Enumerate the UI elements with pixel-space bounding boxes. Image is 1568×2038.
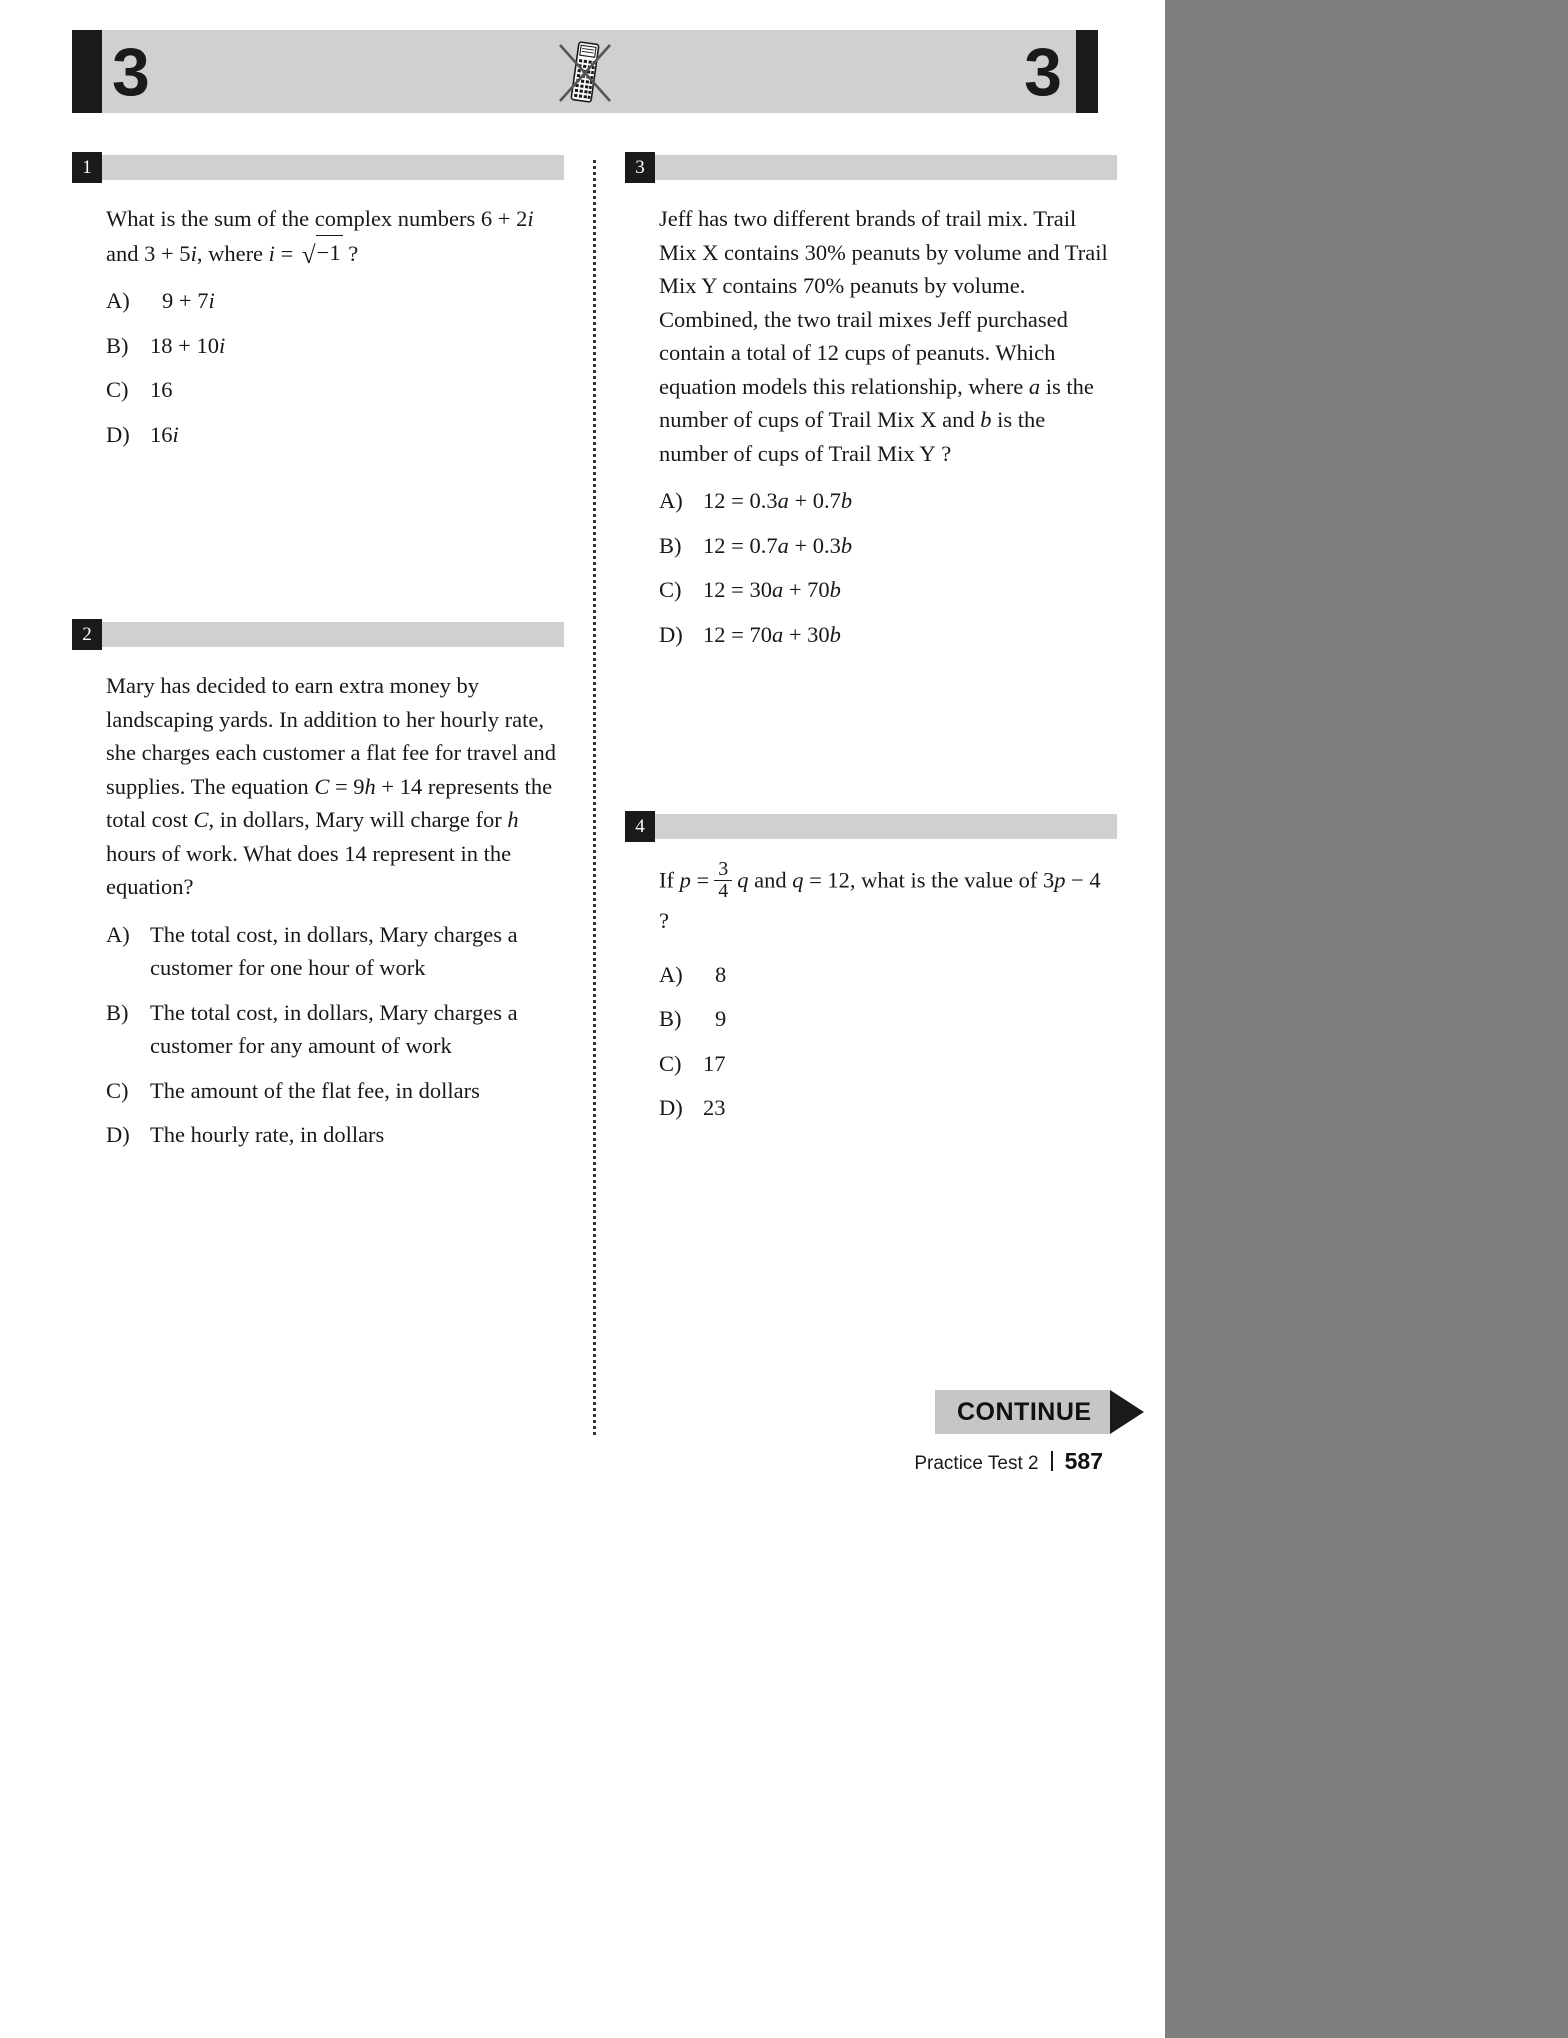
choice-c[interactable] xyxy=(106,373,560,407)
choice-text: 9 xyxy=(715,1006,727,1031)
choice-letter: D) xyxy=(106,421,130,447)
footer-page-number: 587 xyxy=(1064,1448,1103,1474)
choice-b[interactable] xyxy=(106,996,560,1063)
section-header-left-block xyxy=(72,30,102,113)
choice-letter: C) xyxy=(106,377,129,402)
question-1-choices xyxy=(106,284,560,451)
choice-text: The total cost, in dollars, Mary charges a customer for one hour of work xyxy=(150,921,518,980)
question-3-bar xyxy=(625,155,1117,180)
square-root-icon: √−1 xyxy=(299,236,343,271)
question-4-body xyxy=(625,858,1117,1125)
question-2-choices xyxy=(106,918,560,1152)
choice-letter: A) xyxy=(659,961,683,987)
no-calculator-icon xyxy=(548,35,622,109)
choice-d[interactable] xyxy=(659,1091,1113,1125)
choice-text: The total cost, in dollars, Mary charges a customer for any amount of work xyxy=(150,999,518,1058)
footer-divider xyxy=(1051,1451,1053,1471)
section-number-right: 3 xyxy=(1024,33,1062,110)
choice-text: 16 xyxy=(150,377,173,402)
question-1-body xyxy=(72,202,564,451)
choice-text: 8 xyxy=(715,961,727,987)
question-4-stem-before: If p = xyxy=(659,867,710,893)
section-header-right-block xyxy=(1076,30,1098,113)
choice-text: 17 xyxy=(703,1050,726,1076)
left-column xyxy=(72,155,564,1163)
choice-d[interactable] xyxy=(659,618,1113,652)
question-1-stem: What is the sum of the complex numbers 6 + 2i and 3 + 5i, where i = √−1 ? xyxy=(106,206,534,269)
page-margin-strip xyxy=(1165,0,1568,2038)
continue-arrow-icon xyxy=(1110,1390,1144,1434)
choice-text: 12 = 0.7a + 0.3b xyxy=(703,532,853,558)
choice-letter: C) xyxy=(659,1050,682,1076)
column-divider xyxy=(593,160,596,1435)
choice-text: 16i xyxy=(150,421,179,447)
choice-a[interactable] xyxy=(106,284,560,318)
fraction-three-fourths xyxy=(714,859,732,902)
choice-text: 18 + 10i xyxy=(150,332,226,358)
question-3-body xyxy=(625,202,1117,651)
spacer xyxy=(625,662,1117,814)
question-4 xyxy=(625,814,1117,1125)
fraction-denominator: 4 xyxy=(714,880,732,902)
choice-letter: B) xyxy=(106,332,129,358)
choice-letter: D) xyxy=(659,621,683,647)
choice-c[interactable] xyxy=(106,1074,560,1108)
choice-b[interactable] xyxy=(659,1002,1113,1036)
choice-d[interactable] xyxy=(106,1118,560,1152)
question-4-number: 4 xyxy=(625,811,655,842)
choice-text: 12 = 70a + 30b xyxy=(703,621,841,647)
choice-a[interactable] xyxy=(659,958,1113,992)
choice-a[interactable] xyxy=(659,484,1113,518)
choice-text: The hourly rate, in dollars xyxy=(150,1122,385,1147)
question-4-bar xyxy=(625,814,1117,839)
question-3-number: 3 xyxy=(625,152,655,183)
spacer xyxy=(72,462,564,622)
choice-b[interactable] xyxy=(106,329,560,363)
question-3 xyxy=(625,155,1117,651)
question-3-stem: Jeff has two different brands of trail mix. Trail Mix X contains 30% peanuts by volume and Trail Mix Y contains 70% peanuts by volume. Combined, the two trail mixes Jeff purchased contain a total of 12 cups of peanuts. Which equation models this relationship, where a is the number of cups of Trail Mix X and b is the number of cups of Trail Mix Y ? xyxy=(659,206,1108,466)
question-2-bar xyxy=(72,622,564,647)
choice-letter: D) xyxy=(659,1095,683,1120)
choice-d[interactable] xyxy=(106,418,560,452)
footer-test-label: Practice Test 2 xyxy=(914,1453,1039,1474)
question-2 xyxy=(72,622,564,1152)
choice-letter: C) xyxy=(659,577,682,602)
choice-c[interactable] xyxy=(659,1047,1113,1081)
question-4-stem xyxy=(659,858,1113,938)
question-1-number: 1 xyxy=(72,152,102,183)
question-1 xyxy=(72,155,564,451)
choice-b[interactable] xyxy=(659,529,1113,563)
choice-letter: B) xyxy=(106,999,129,1025)
choice-text: 12 = 30a + 70b xyxy=(703,577,841,602)
question-4-stem-after: q and q = 12, what is the value of 3p − 4 ? xyxy=(659,867,1101,933)
choice-letter: D) xyxy=(106,1122,130,1147)
section-number-left: 3 xyxy=(112,33,150,110)
choice-letter: A) xyxy=(659,488,683,513)
question-3-choices xyxy=(659,484,1113,651)
choice-text: 12 = 0.3a + 0.7b xyxy=(703,488,853,513)
choice-letter: A) xyxy=(106,288,130,313)
choice-text: The amount of the flat fee, in dollars xyxy=(150,1077,480,1103)
fraction-numerator: 3 xyxy=(718,858,729,880)
right-column xyxy=(625,155,1117,1136)
question-2-number: 2 xyxy=(72,619,102,650)
choice-a[interactable] xyxy=(106,918,560,985)
continue-banner xyxy=(935,1390,1144,1434)
continue-label: CONTINUE xyxy=(957,1397,1092,1426)
choice-c[interactable] xyxy=(659,573,1113,607)
question-1-bar xyxy=(72,155,564,180)
question-2-body xyxy=(72,669,564,1152)
page-footer xyxy=(914,1448,1103,1475)
question-4-choices xyxy=(659,958,1113,1125)
question-2-stem: Mary has decided to earn extra money by landscaping yards. In addition to her hourly rate, she charges each customer a flat fee for travel and supplies. The equation C = 9h + 14 represents the total cost C, in dollars, Mary will charge for h hours of work. What does 14 represent in the equation? xyxy=(106,673,556,899)
choice-letter: C) xyxy=(106,1077,129,1103)
continue-box xyxy=(935,1390,1110,1434)
choice-letter: A) xyxy=(106,921,130,947)
choice-letter: B) xyxy=(659,532,682,558)
choice-text: 9 + 7i xyxy=(162,288,215,313)
choice-text: 23 xyxy=(703,1095,726,1120)
choice-letter: B) xyxy=(659,1006,682,1031)
section-header xyxy=(72,30,1098,113)
